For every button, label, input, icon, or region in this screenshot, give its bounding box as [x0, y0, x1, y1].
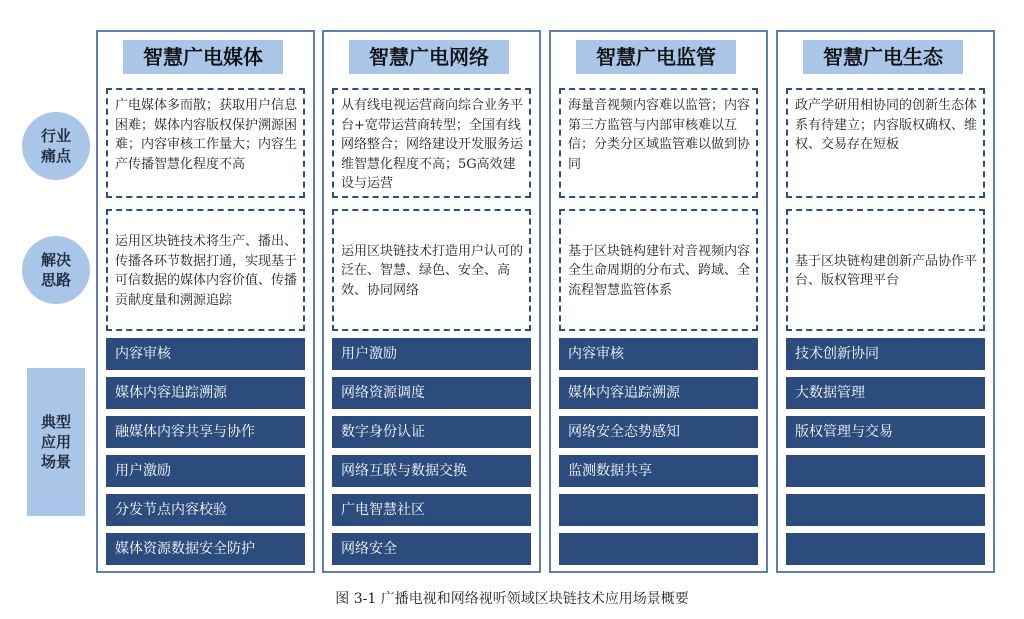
row-label-scenario [27, 368, 85, 516]
column-title: 智慧广电生态 [803, 40, 963, 74]
scenario-bar: 网络资源调度 [332, 377, 531, 409]
scenario-bar: 用户激励 [332, 338, 531, 370]
row-label-pain [22, 112, 90, 180]
pain-point-box [332, 88, 531, 198]
scenario-bar: 广电智慧社区 [332, 494, 531, 526]
solution-box [559, 209, 758, 331]
scenario-bar: 大数据管理 [786, 377, 985, 409]
solution-text: 基于区块链构建针对音视频内容全生命周期的分布式、跨域、全流程智慧监管体系 [568, 243, 751, 298]
scenario-bar: 网络互联与数据交换 [332, 455, 531, 487]
solution-box [106, 209, 305, 331]
solution-text: 运用区块链技术将生产、播出、传播各环节数据打通，实现基于可信数据的媒体内容价值、传播贡献度量和溯源追踪 [115, 234, 298, 308]
scenario-bar [559, 494, 758, 526]
scenario-bar: 媒体内容追踪溯源 [559, 377, 758, 409]
pain-point-text: 广电媒体多而散；获取用户信息困难；媒体内容版权保护溯源困难；内容审核工作量大；内容生产传播智慧化程度不高 [115, 98, 298, 172]
row-label-solution [22, 236, 90, 304]
row-label-pain-text: 行业 痛点 [40, 127, 71, 165]
scenario-bar [786, 494, 985, 526]
solution-box [786, 209, 985, 331]
pain-point-box [786, 88, 985, 198]
row-label-scenario-text: 典型 应用 场景 [40, 413, 71, 471]
solution-text: 基于区块链构建创新产品协作平台、版权管理平台 [795, 253, 978, 288]
scenario-bar [786, 455, 985, 487]
scenario-bar: 版权管理与交易 [786, 416, 985, 448]
scenario-bar [559, 533, 758, 565]
scenario-bar: 用户激励 [106, 455, 305, 487]
scenario-bar: 监测数据共享 [559, 455, 758, 487]
scenario-bar: 媒体内容追踪溯源 [106, 377, 305, 409]
solution-text: 运用区块链技术打造用户认可的泛在、智慧、绿色、安全、高效、协同网络 [341, 243, 524, 298]
column-title: 智慧广电媒体 [123, 40, 283, 74]
scenario-bar [786, 533, 985, 565]
column-title: 智慧广电监管 [576, 40, 736, 74]
scenario-bar: 技术创新协同 [786, 338, 985, 370]
column-regulation [549, 30, 768, 573]
scenario-bar: 分发节点内容校验 [106, 494, 305, 526]
scenario-bar: 内容审核 [559, 338, 758, 370]
column-title: 智慧广电网络 [349, 40, 509, 74]
scenario-bar: 媒体资源数据安全防护 [106, 533, 305, 565]
column-media [96, 30, 315, 573]
row-label-solution-text: 解决 思路 [40, 251, 71, 289]
pain-point-box [559, 88, 758, 198]
pain-point-text: 政产学研用相协同的创新生态体系有待建立；内容版权确权、维权、交易存在短板 [795, 98, 978, 152]
column-ecosystem [776, 30, 995, 573]
pain-point-box [106, 88, 305, 198]
scenario-bar: 融媒体内容共享与协作 [106, 416, 305, 448]
scenario-bar: 数字身份认证 [332, 416, 531, 448]
solution-box [332, 209, 531, 331]
scenario-bar: 网络安全 [332, 533, 531, 565]
scenario-bar: 网络安全态势感知 [559, 416, 758, 448]
figure-caption: 图 3-1 广播电视和网络视听领域区块链技术应用场景概要 [335, 591, 689, 607]
pain-point-text: 从有线电视运营商向综合业务平台+宽带运营商转型；全国有线网络整合；网络建设开发服务运维智慧化程度不高；5G高效建设与运营 [341, 98, 524, 191]
pain-point-text: 海量音视频内容难以监管；内容第三方监管与内部审核难以互信；分类分区域监管难以做到协同 [568, 98, 751, 172]
scenario-bar: 内容审核 [106, 338, 305, 370]
column-network [322, 30, 541, 573]
